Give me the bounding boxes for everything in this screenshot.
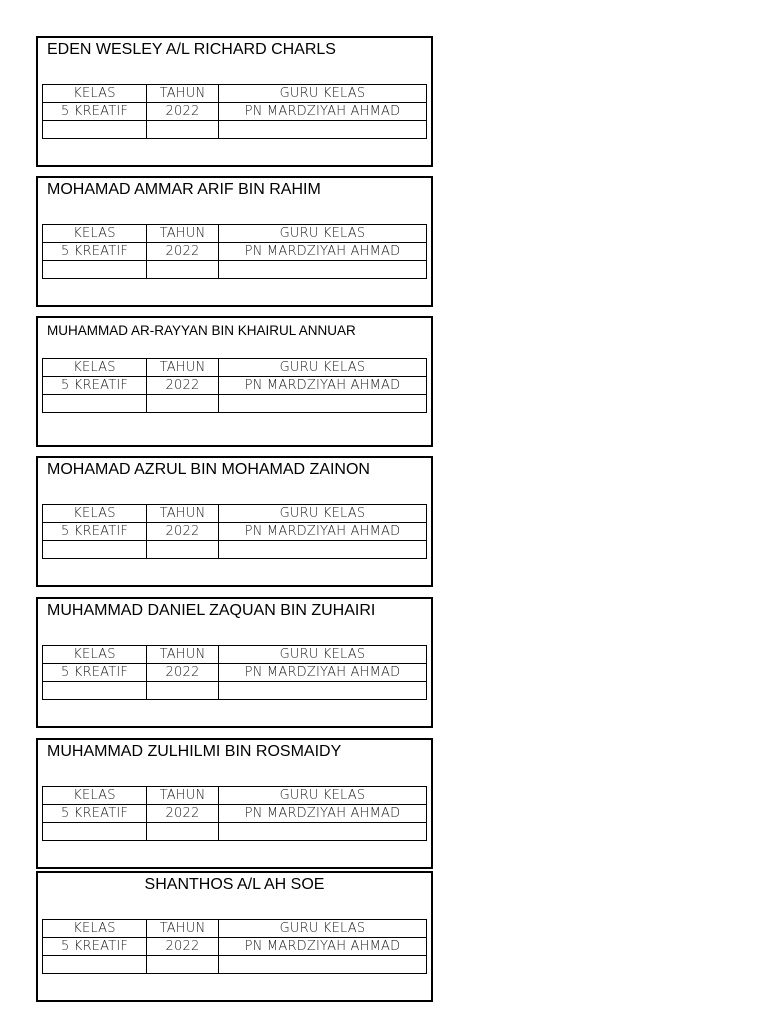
name-label-card [36,871,433,1002]
table-header-row [43,359,427,377]
tahun-header: TAHUN [147,85,219,103]
empty-cell [219,121,427,139]
name-label-card [36,738,433,869]
name-label-card [36,456,433,587]
tahun-value: 2022 [147,243,219,261]
kelas-header: KELAS [43,359,147,377]
table-row [43,243,427,261]
guru-kelas-value: PN MARDZIYAH AHMAD [219,377,427,395]
kelas-value: 5 KREATIF [43,805,147,823]
empty-cell [147,541,219,559]
class-info-table [42,358,427,413]
tahun-header: TAHUN [147,787,219,805]
kelas-value: 5 KREATIF [43,664,147,682]
tahun-value: 2022 [147,805,219,823]
empty-cell [147,395,219,413]
empty-cell [219,395,427,413]
empty-cell [147,823,219,841]
guru-kelas-value: PN MARDZIYAH AHMAD [219,103,427,121]
student-name: MOHAMAD AZRUL BIN MOHAMAD ZAINON [47,461,370,478]
empty-cell [219,682,427,700]
table-row [43,523,427,541]
empty-row [43,121,427,139]
table-row [43,664,427,682]
table-header-row [43,646,427,664]
class-info-table [42,504,427,559]
class-info-table [42,84,427,139]
empty-cell [147,261,219,279]
tahun-header: TAHUN [147,646,219,664]
empty-cell [219,956,427,974]
kelas-value: 5 KREATIF [43,377,147,395]
class-info-table [42,786,427,841]
student-name: MUHAMMAD AR-RAYYAN BIN KHAIRUL ANNUAR [47,323,356,338]
kelas-header: KELAS [43,85,147,103]
kelas-header: KELAS [43,225,147,243]
table-header-row [43,225,427,243]
guru-kelas-header: GURU KELAS [219,85,427,103]
guru-kelas-value: PN MARDZIYAH AHMAD [219,243,427,261]
table-header-row [43,920,427,938]
class-info-table [42,919,427,974]
empty-cell [147,121,219,139]
tahun-value: 2022 [147,377,219,395]
guru-kelas-header: GURU KELAS [219,359,427,377]
guru-kelas-header: GURU KELAS [219,920,427,938]
guru-kelas-value: PN MARDZIYAH AHMAD [219,523,427,541]
guru-kelas-header: GURU KELAS [219,646,427,664]
guru-kelas-value: PN MARDZIYAH AHMAD [219,805,427,823]
empty-cell [219,541,427,559]
empty-row [43,682,427,700]
name-label-card [36,176,433,307]
student-name: MOHAMAD AMMAR ARIF BIN RAHIM [47,181,321,198]
empty-row [43,823,427,841]
empty-cell [219,823,427,841]
kelas-header: KELAS [43,505,147,523]
empty-cell [43,261,147,279]
guru-kelas-header: GURU KELAS [219,225,427,243]
table-row [43,377,427,395]
empty-cell [147,956,219,974]
empty-cell [219,261,427,279]
tahun-value: 2022 [147,523,219,541]
guru-kelas-value: PN MARDZIYAH AHMAD [219,664,427,682]
empty-row [43,956,427,974]
tahun-header: TAHUN [147,359,219,377]
empty-cell [43,121,147,139]
tahun-header: TAHUN [147,920,219,938]
student-name: EDEN WESLEY A/L RICHARD CHARLS [47,41,336,58]
kelas-header: KELAS [43,920,147,938]
kelas-value: 5 KREATIF [43,938,147,956]
tahun-value: 2022 [147,664,219,682]
tahun-value: 2022 [147,938,219,956]
table-row [43,103,427,121]
kelas-header: KELAS [43,787,147,805]
class-info-table [42,224,427,279]
empty-row [43,395,427,413]
table-header-row [43,85,427,103]
kelas-value: 5 KREATIF [43,103,147,121]
empty-cell [43,395,147,413]
guru-kelas-header: GURU KELAS [219,505,427,523]
empty-cell [147,682,219,700]
kelas-value: 5 KREATIF [43,523,147,541]
table-row [43,938,427,956]
student-name: MUHAMMAD DANIEL ZAQUAN BIN ZUHAIRI [47,602,376,619]
empty-cell [43,682,147,700]
tahun-value: 2022 [147,103,219,121]
guru-kelas-value: PN MARDZIYAH AHMAD [219,938,427,956]
table-header-row [43,505,427,523]
name-label-card [36,316,433,447]
table-header-row [43,787,427,805]
kelas-value: 5 KREATIF [43,243,147,261]
student-name: MUHAMMAD ZULHILMI BIN ROSMAIDY [47,743,342,760]
class-info-table [42,645,427,700]
tahun-header: TAHUN [147,225,219,243]
kelas-header: KELAS [43,646,147,664]
name-label-card [36,597,433,728]
student-name: SHANTHOS A/L AH SOE [144,876,325,893]
empty-row [43,261,427,279]
empty-cell [43,956,147,974]
empty-row [43,541,427,559]
tahun-header: TAHUN [147,505,219,523]
empty-cell [43,541,147,559]
name-label-card [36,36,433,167]
guru-kelas-header: GURU KELAS [219,787,427,805]
table-row [43,805,427,823]
empty-cell [43,823,147,841]
